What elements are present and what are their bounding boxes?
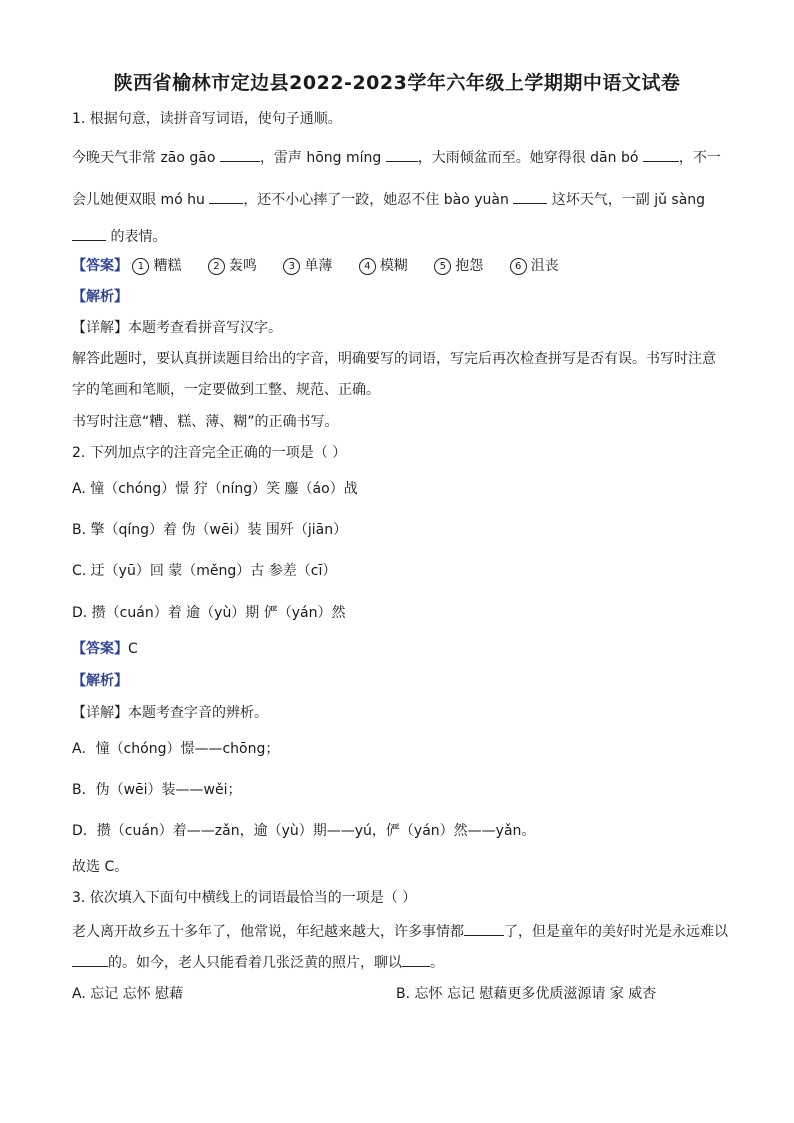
answer-tag: 【答案】	[72, 641, 128, 657]
explanation-line: B．伪（wēi）装——wěi；	[72, 782, 242, 798]
circled-number-icon: 2	[208, 258, 225, 275]
q3-text: 老人离开故乡五十多年了，他常说，年纪越来越大，许多事情都	[72, 924, 464, 940]
answer-blank	[386, 147, 418, 162]
analysis-tag: 【解析】	[72, 289, 128, 305]
q3-text: 了，但是童年的美好时光是永远难以	[504, 924, 728, 940]
q1-answer-row	[72, 257, 581, 275]
answer-blank	[643, 147, 679, 162]
q2-answer-row	[72, 640, 138, 658]
answer-item	[208, 258, 257, 274]
q2-option-a: A. 憧（chóng）憬 狞（níng）笑 鏖（áo）战	[72, 481, 358, 497]
answer-word: 单薄	[304, 258, 333, 274]
explanation-line: D．攒（cuán）着——zǎn，逾（yù）期——yú，俨（yán）然——yǎn。	[72, 823, 536, 839]
explanation-line: 解答此题时，要认真拼读题目给出的字音，明确要写的词语，写完后再次检查拼写是否有误。书写时注意	[72, 351, 716, 367]
circled-number-icon: 5	[434, 258, 451, 275]
q1-stem: 1. 根据句意，读拼音写词语，使句子通顺。	[72, 111, 342, 127]
q1-text: ，还不小心摔了一跤，她忍不住 bào yuàn	[243, 192, 514, 208]
answer-blank	[402, 952, 430, 967]
answer-word: 糟糕	[153, 258, 182, 274]
answer-item	[434, 258, 483, 274]
q1-text: ，雷声 hōng míng	[259, 150, 386, 166]
detail-tag: 【详解】	[72, 705, 128, 721]
q2-option-d: D. 攒（cuán）着 逾（yù）期 俨（yán）然	[72, 605, 346, 621]
answer-value: C	[128, 641, 138, 657]
q3-sentence-line-1	[72, 921, 728, 941]
answer-blank	[72, 226, 106, 241]
answer-word: 沮丧	[530, 258, 559, 274]
answer-word: 抱怨	[455, 258, 484, 274]
page-title: 陕西省榆林市定边县2022-2023学年六年级上学期期中语文试卷	[113, 72, 681, 94]
q3-option-a: A. 忘记 忘怀 慰藉	[72, 986, 184, 1002]
circled-number-icon: 3	[283, 258, 300, 275]
q1-sentence-line-2	[72, 189, 705, 209]
answer-tag: 【答案】	[72, 258, 128, 274]
answer-blank	[513, 189, 547, 204]
circled-number-icon: 4	[359, 258, 376, 275]
q1-text: 今晚天气非常 zāo gāo	[72, 150, 220, 166]
answer-item	[132, 258, 181, 274]
q3-text: 的。如今，老人只能看着几张泛黄的照片，聊以	[108, 955, 402, 971]
answer-blank	[72, 952, 108, 967]
q2-stem: 2. 下列加点字的注音完全正确的一项是（ ）	[72, 445, 347, 461]
detail-text: 本题考查字音的辨析。	[128, 705, 268, 721]
q1-text: ，不一	[678, 150, 721, 166]
q1-sentence-line-3	[72, 226, 166, 246]
explanation-line: 字的笔画和笔顺，一定要做到工整、规范、正确。	[72, 382, 380, 398]
answer-item	[283, 258, 332, 274]
q3-option-b: B. 忘怀 忘记 慰藉更多优质滋源请 家 威杏	[396, 986, 657, 1002]
detail-tag: 【详解】	[72, 320, 128, 336]
analysis-tag: 【解析】	[72, 673, 128, 689]
answer-blank	[220, 147, 260, 162]
q3-options-row	[72, 985, 183, 1003]
answer-word: 轰鸣	[228, 258, 257, 274]
q3-stem: 3. 依次填入下面句中横线上的词语最恰当的一项是（ ）	[72, 890, 417, 906]
q1-text: 的表情。	[106, 229, 167, 245]
answer-item	[359, 258, 408, 274]
q1-text: 这坏天气，一副 jǔ sàng	[547, 192, 706, 208]
q1-sentence-line-1	[72, 147, 721, 167]
q1-text: ，大雨倾盆而至。她穿得很 dān bó	[417, 150, 643, 166]
answer-blank	[209, 189, 243, 204]
explanation-line: A．憧（chóng）憬——chōng；	[72, 741, 280, 757]
circled-number-icon: 1	[132, 258, 149, 275]
detail-text: 本题考查看拼音写汉字。	[128, 320, 282, 336]
circled-number-icon: 6	[510, 258, 527, 275]
q3-text: 。	[430, 955, 444, 971]
answer-word: 模糊	[379, 258, 408, 274]
answer-item	[510, 258, 559, 274]
detail-line	[72, 704, 268, 722]
explanation-line: 故选 C。	[72, 859, 129, 875]
detail-line	[72, 319, 282, 337]
answer-blank	[464, 921, 504, 936]
q2-option-b: B. 擎（qíng）着 伪（wēi）装 围歼（jiān）	[72, 522, 348, 538]
q3-sentence-line-2	[72, 952, 444, 972]
q1-text: 会儿她便双眼 mó hu	[72, 192, 210, 208]
explanation-line: 书写时注意“糟、糕、薄、糊”的正确书写。	[72, 414, 339, 430]
q2-option-c: C. 迂（yū）回 蒙（měng）古 参差（cī）	[72, 563, 337, 579]
